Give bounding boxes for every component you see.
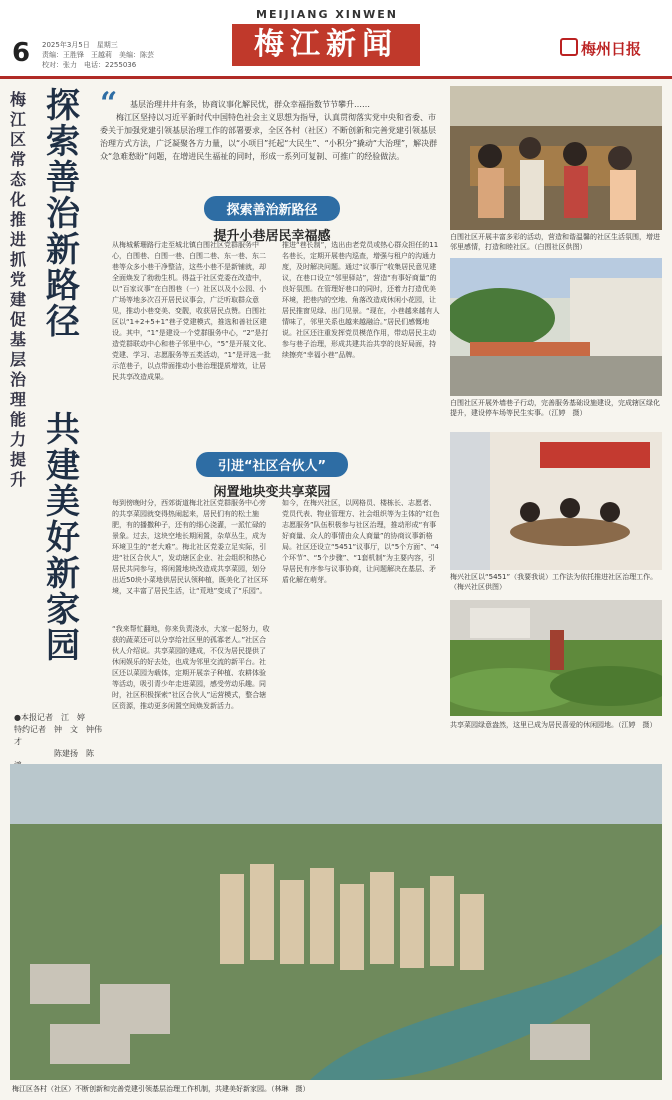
page-meta [42,40,242,70]
photo-alley-greening-art [450,258,662,396]
proof-line: 校对：张力 电话：2255036 [42,61,137,69]
lead-text: 梅江区坚持以习近平新时代中国特色社会主义思想为指导，认真贯彻落实党中央和省委、市委关于加强党建引领基层治理工作的部署要求，全区各村（社区）不断创新和完善党建引领基层治理方式方法，广泛凝聚各方力量，以“小项目”托起“大民生”、“小积分”撬动“大治理”，解决群众“急难愁盼”问题，在增进民生福祉的同时，形成一系列可复制、可推广的经验做法。 [100,113,438,161]
brand-logo-icon [560,38,578,56]
reporter-credits [14,712,104,772]
header-rule [0,76,672,79]
photo-shared-garden-art [450,600,662,716]
section1-col1: 从梅城紫珊路行走至城北镇白围社区党群服务中心，白围巷、白围一巷、白围二巷、东一巷、东二巷等众多小巷干净整洁，这些小巷不是新铺就，却全面焕发了勃勃生机。得益于社区党委在改造中，以“百家议事”在白围巷（一）社区以及小公园、小广场等地多次召开居民议事会，广泛听取群众意见，推动小巷变美、变靓，收获居民点赞。白围社区以“1+2+5+1”巷子党建模式，推选和善社区建设。其中，“1”是建设一个党群服务中心，“2”是打造党群联动中心和巷子邻里中心，“5”是开展文化、党建、学习、志愿服务等五类活动，“1”是评选一批示范巷子，以点带面推动小巷治理提质增效，让居民共享改造成果。 [112,241,271,381]
photo1-caption: 白围社区开展丰富多彩的活动，营造和谐温馨的社区生活氛围，增进邻里感情，打造和睦社区。（白围社区供图） [450,233,660,251]
photo4-caption: 共享菜园绿意盎然，这里已成为居民喜爱的休闲园地。（江婷 摄） [450,721,657,729]
section1-header [112,196,432,244]
photo-community-activity [450,86,662,230]
photo-alley-greening [450,258,662,396]
quote-mark-icon: “ [100,86,118,121]
photo3-caption: 梅兴社区以“5451”（我要我说）工作法为依托推进社区治理工作。（梅兴社区供图） [450,573,658,591]
aerial-caption: 梅江区各村（社区）不断创新和完善党建引领基层治理工作机制，共建美好新家园。（林琳 摄） [12,1085,310,1093]
lead-line1: 基层治理井井有条，协商议事化解民忧，群众幸福指数节节攀升…… [130,100,370,109]
credit-line: 陈建扬 陈 [53,749,94,758]
credit-line: ●本报记者 江 婷 [14,713,85,722]
photo-council-hall-art [450,432,662,570]
date-line: 2025年3月5日 星期三 [42,41,118,49]
page-header [0,0,672,76]
photo-aerial-view [10,764,662,1080]
page-number: 6 [12,38,31,68]
photo-community-activity-art [450,86,662,230]
newspaper-brand [560,38,641,59]
lead-paragraph [100,98,440,163]
editor-line: 责编：王胜锋 王越莉 美编：陈芸 [42,51,154,59]
section2-col2: “我来帮忙翻地，你来负责浇水，大家一起努力，收获的蔬菜还可以分享给社区里的孤寡老人。”社区合伙人介绍说。共享菜园的建成，不仅为居民提供了休闲娱乐的好去处，也成为邻里交流的新平台。社区还以菜园为载体，定期开展亲子种植、农耕体验等活动，吸引青少年走进菜园，感受劳动乐趣。同时，社区积极探索“社区合伙人”运营模式，整合辖区资源，推动更多闲置空间焕发新活力。 [112,625,270,710]
photo-council-hall [450,432,662,570]
side-subtitle: 梅江区常态化推进抓党建促基层治理能力提升 [10,90,27,489]
section2-col1: 每到傍晚时分，西郊街道梅北社区党群服务中心旁的共享菜园就变得热闹起来，居民们有的松土施肥，有的播撒种子，还有的细心浇灌，一派忙碌的景象。过去，这块空地长期闲置，杂草丛生，成为环境卫生的“老大难”。梅北社区党委立足实际，引进“社区合伙人”，发动辖区企业、社会组织和热心居民共同参与，将闲置地块改造成共享菜园，划分出近50块小菜地供居民认领种植，既美化了社区环境，又丰富了居民生活，让“荒地”变成了“乐园”。 [112,499,268,595]
section1-col2: 推进“巷长制”，选出由老党员或热心群众担任的11名巷长，定期开展巷内巡查，增强与租户的沟通力度，及时解决问题。通过“议事厅”收集居民意见建议，在巷口设立“邻里驿站”，营造“有事好商量”的良好氛围。在管理好巷口的同时，还着力打造优美环境，把巷内的空地、角落改造成休闲小花园，让居民推窗见绿、出门见景。“现在，小巷越来越有人情味了，邻里关系也越来越融洽。”居民们感慨地说。社区还注重发挥党员模范作用，带动居民主动参与巷子治理，形成共建共治共享的良好局面，持续擦亮“幸福小巷”品牌。 [282,241,440,359]
photo-aerial-view-art [10,764,662,1080]
section2-col3: 如今，在梅兴社区，以网格员、楼栋长、志愿者、党员代表、物业管理方、社会组织等为主体的“红色志愿服务”队伍积极参与社区治理，推动形成“有事好商量、众人的事情由众人商量”的协商议事新格局。社区还设立“5451”议事厅，以“5个方面”、“4个环节”、“5个步骤”、“1套机制”为主要内容，引导居民有序参与议事协商，让问题解决在基层、矛盾化解在萌芽。 [282,499,440,584]
section1-subtitle: 提升小巷居民幸福感 [213,229,331,244]
credit-line: 特约记者 钟 文 钟伟才 [14,725,102,746]
main-title-b: 共建美好新家园 [46,410,80,666]
section1-pill: 探索善治新路径 [204,196,339,221]
section2-subtitle: 闲置地块变共享菜园 [213,485,331,500]
section2-header [112,452,432,500]
photo2-caption: 白围社区开展外墙巷子行动，完善服务基础设施建设，完成辖区绿化提升，建设停车场等民生实事。（江婷 摄） [450,399,660,417]
section2-pill: 引进“社区合伙人” [196,452,348,477]
masthead: 梅江新闻 [232,24,420,66]
brand-name: 梅州日报 [581,40,642,58]
main-title-a: 探索善治新路径 [46,86,80,342]
photo-shared-garden [450,600,662,716]
masthead-pinyin: MEIJIANG XINWEN [256,8,398,21]
